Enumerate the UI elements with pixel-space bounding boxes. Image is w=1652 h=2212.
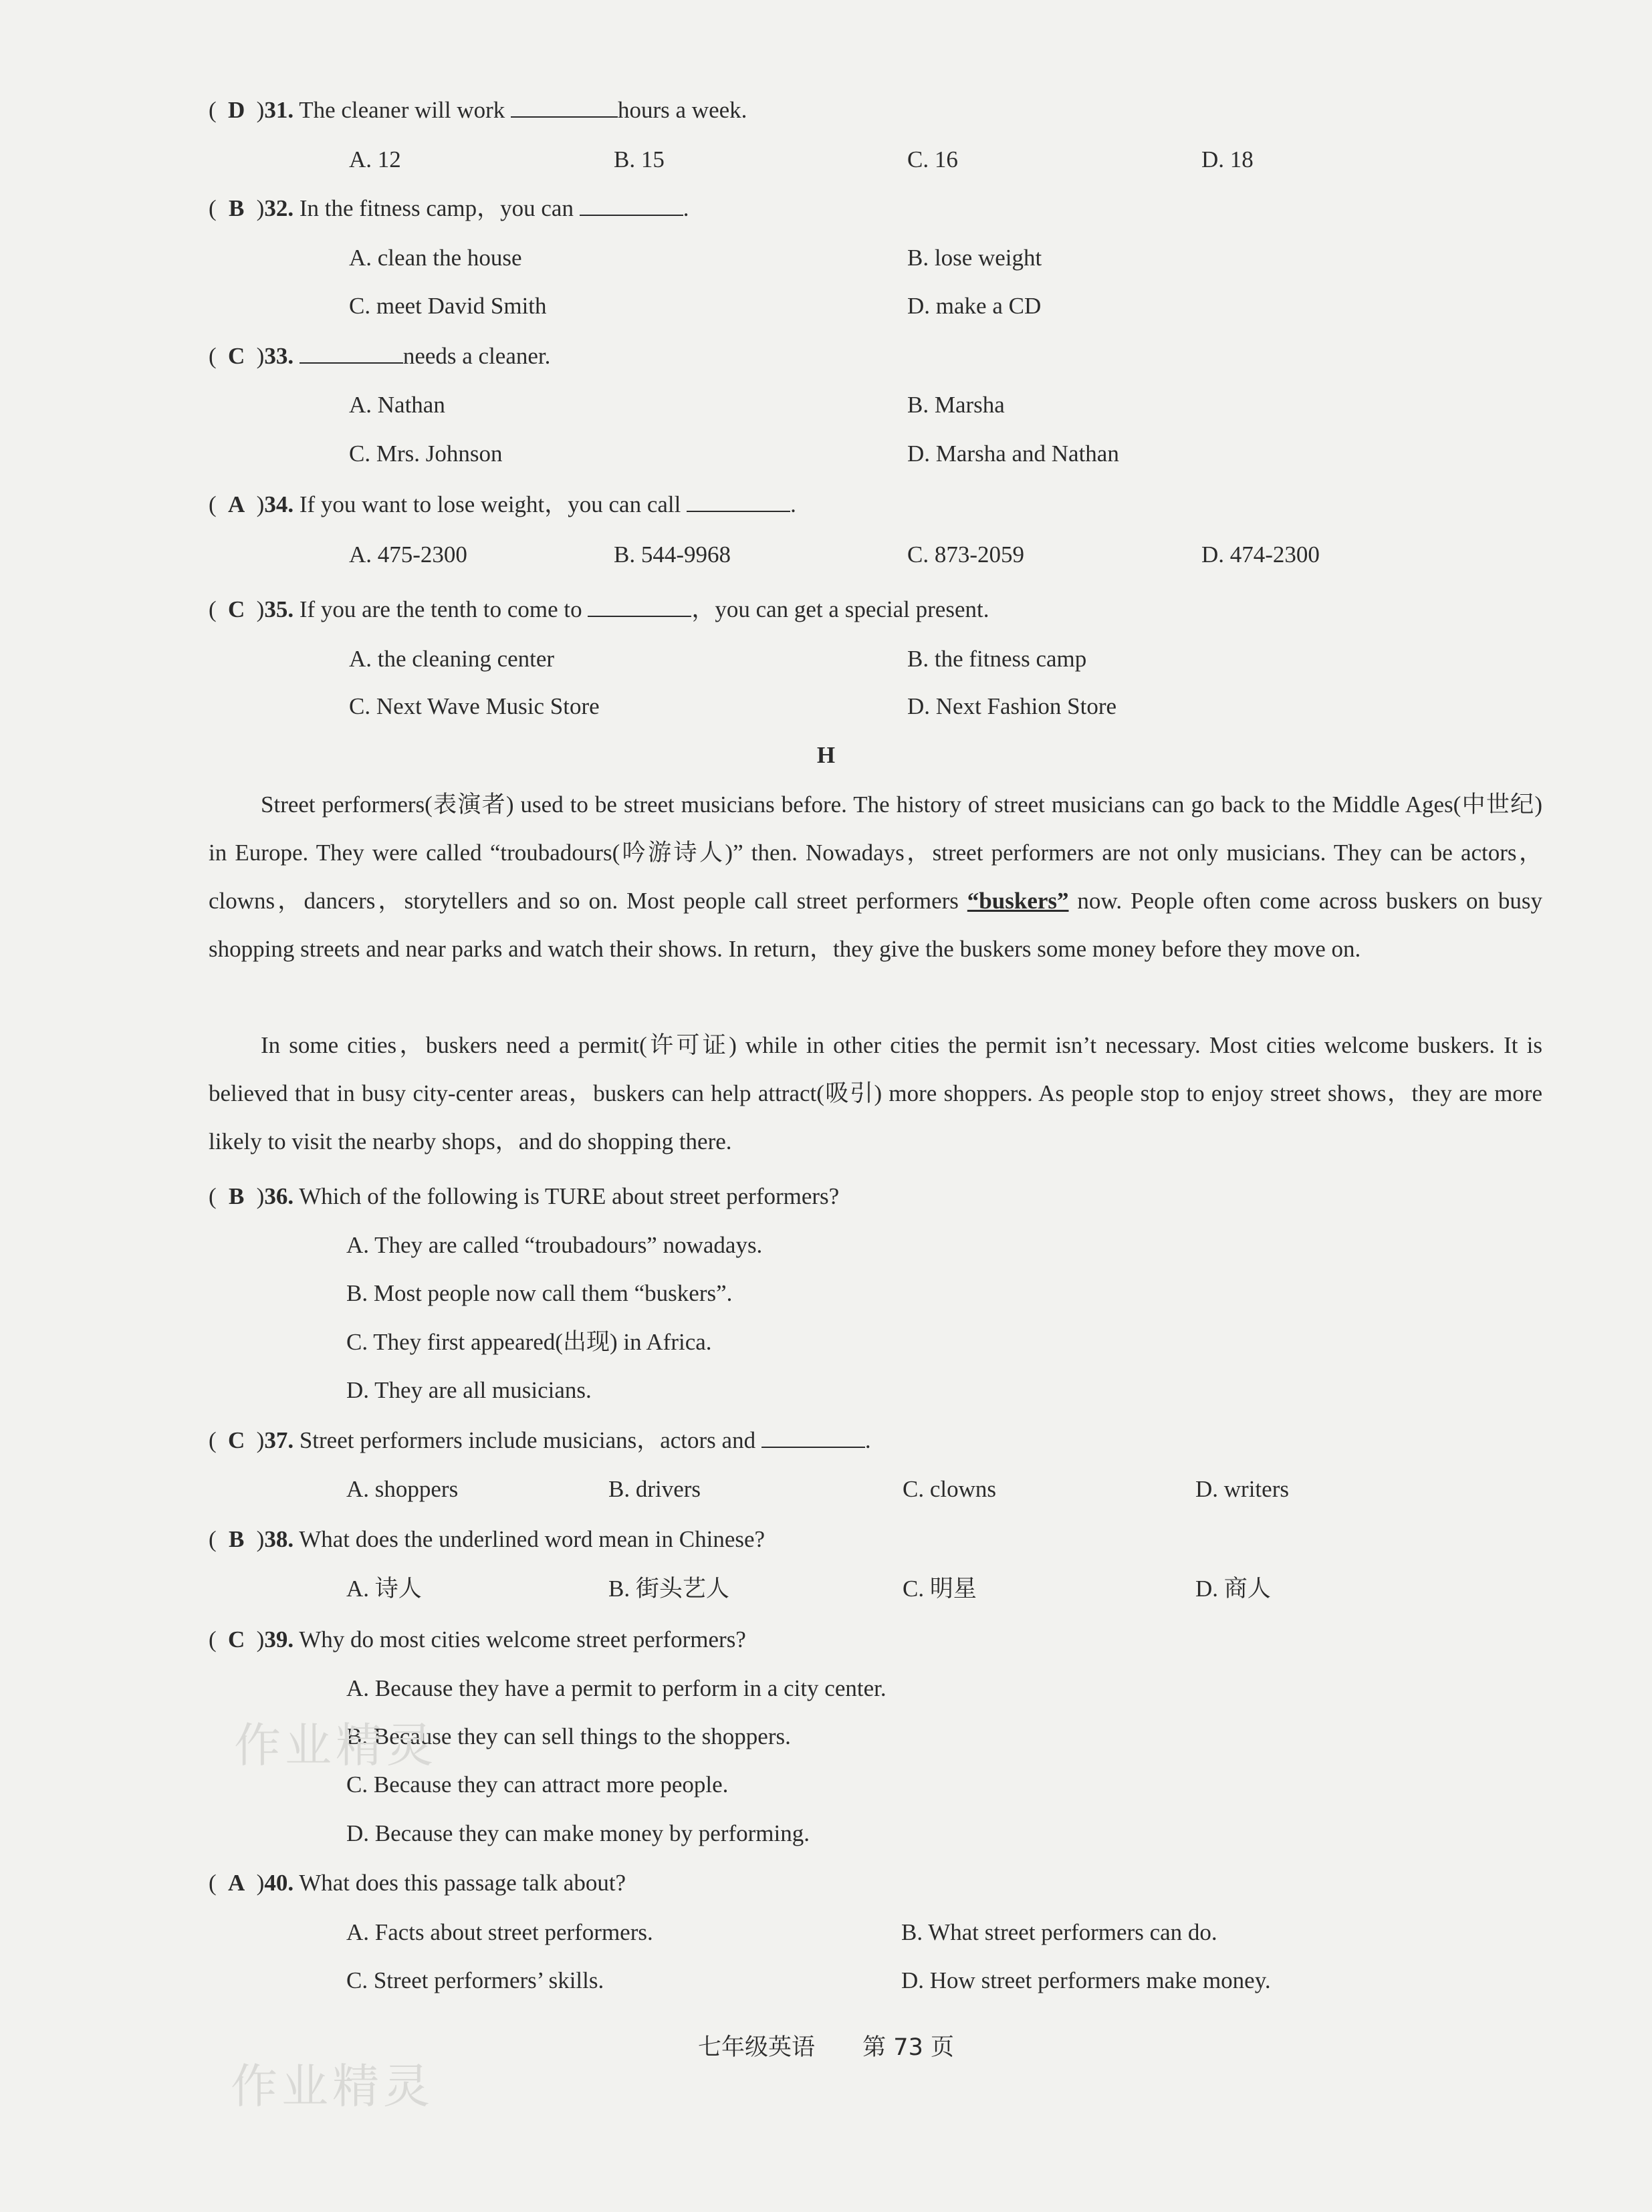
option: B. 15 bbox=[614, 146, 665, 172]
question-35: ( C )35. If you are the tenth to come to ，you can get a special present. bbox=[209, 596, 989, 622]
option: A. 475-2300 bbox=[349, 541, 467, 568]
option: D. Next Fashion Store bbox=[907, 693, 1117, 719]
question-34: ( A )34. If you want to lose weight，you can call . bbox=[209, 491, 796, 517]
answer-blank bbox=[580, 196, 683, 216]
answer-32: B bbox=[228, 195, 245, 221]
option: D. writers bbox=[1195, 1476, 1289, 1502]
passage-paragraph-2: In some cities，buskers need a permit(许可证) while in other cities the permit isn’t necessary. Most cities welcome buskers. It is believed that in busy city-center areas，buskers can help attract(吸引) more shoppers. As people stop to enjoy street shows，they are more likely to visit the nearby shops，and do shopping there. bbox=[209, 1032, 1542, 1154]
option: D. Marsha and Nathan bbox=[907, 441, 1119, 467]
underlined-word: “buskers” bbox=[967, 888, 1069, 914]
option: B. the fitness camp bbox=[907, 646, 1087, 672]
option: A. Because they have a permit to perform in a city center. bbox=[346, 1675, 887, 1701]
answer-36: B bbox=[228, 1183, 245, 1209]
answer-blank bbox=[511, 98, 618, 118]
question-36: ( B )36. Which of the following is TURE about street performers? bbox=[209, 1183, 840, 1209]
option: D. They are all musicians. bbox=[346, 1377, 592, 1403]
option: D. How street performers make money. bbox=[901, 1967, 1271, 1993]
option: D. 474-2300 bbox=[1201, 541, 1320, 568]
question-37: ( C )37. Street performers include musicians，actors and . bbox=[209, 1427, 871, 1453]
option: C. Mrs. Johnson bbox=[349, 441, 503, 467]
option: C. 873-2059 bbox=[907, 541, 1024, 568]
option: C. meet David Smith bbox=[349, 293, 547, 319]
answer-35: C bbox=[228, 596, 245, 622]
option: B. 街头艺人 bbox=[608, 1576, 729, 1602]
question-38: ( B )38. What does the underlined word mean in Chinese? bbox=[209, 1526, 765, 1552]
question-39: ( C )39. Why do most cities welcome street performers? bbox=[209, 1626, 746, 1652]
option: B. 544-9968 bbox=[614, 541, 731, 568]
option: A. clean the house bbox=[349, 245, 522, 271]
answer-40: A bbox=[228, 1870, 245, 1896]
option: C. Street performers’ skills. bbox=[346, 1967, 604, 1993]
option: B. drivers bbox=[608, 1476, 701, 1502]
option: A. shoppers bbox=[346, 1476, 459, 1502]
answer-blank bbox=[761, 1428, 865, 1448]
answer-blank bbox=[300, 344, 403, 364]
option: A. Nathan bbox=[349, 392, 445, 418]
footer-subject: 七年级英语 bbox=[698, 2034, 816, 2061]
option: A. 诗人 bbox=[346, 1576, 422, 1602]
option: C. 明星 bbox=[903, 1576, 977, 1602]
question-31: ( D )31. The cleaner will work hours a week. bbox=[209, 97, 747, 123]
section-label: H bbox=[816, 742, 836, 768]
option: C. Because they can attract more people. bbox=[346, 1771, 729, 1798]
watermark: 作业精灵 bbox=[231, 2059, 434, 2114]
answer-34: A bbox=[228, 491, 245, 517]
answer-38: B bbox=[228, 1526, 245, 1552]
option: D. 18 bbox=[1201, 146, 1254, 172]
option: D. Because they can make money by performing. bbox=[346, 1820, 810, 1846]
watermark: 作业精灵 bbox=[234, 1718, 437, 1773]
option: A. Facts about street performers. bbox=[346, 1919, 653, 1945]
question-32: ( B )32. In the fitness camp，you can . bbox=[209, 195, 689, 221]
question-40: ( A )40. What does this passage talk about? bbox=[209, 1870, 626, 1896]
option: B. lose weight bbox=[907, 245, 1042, 271]
option: C. They first appeared(出现) in Africa. bbox=[346, 1329, 712, 1355]
option: B. Because they can sell things to the shoppers. bbox=[346, 1723, 791, 1749]
option: C. clowns bbox=[903, 1476, 996, 1502]
option: B. Most people now call them “buskers”. bbox=[346, 1280, 733, 1306]
option: A. They are called “troubadours” nowadays. bbox=[346, 1232, 763, 1258]
passage-paragraph-1: Street performers(表演者) used to be street musicians before. The history of street musicians can go back to the Middle Ages(中世纪) in Europe. They were called “troubadours(吟游诗人)” then. Nowadays，street performers are not only musicians. They can be actors，clowns，dancers，storytellers and so on. Most people call street performers “buskers” now. People often come across buskers on busy shopping streets and near parks and watch their shows. In return，they give the buskers some money before they move on. bbox=[209, 791, 1542, 962]
answer-31: D bbox=[228, 97, 245, 123]
option: A. 12 bbox=[349, 146, 401, 172]
option: B. Marsha bbox=[907, 392, 1005, 418]
question-33: ( C )33. needs a cleaner. bbox=[209, 343, 551, 369]
answer-39: C bbox=[228, 1626, 245, 1652]
footer-page-number: 第 73 页 bbox=[862, 2034, 954, 2061]
answer-blank bbox=[588, 597, 691, 617]
option: D. make a CD bbox=[907, 293, 1042, 319]
answer-33: C bbox=[228, 343, 245, 369]
option: C. Next Wave Music Store bbox=[349, 693, 600, 719]
option: B. What street performers can do. bbox=[901, 1919, 1217, 1945]
option: C. 16 bbox=[907, 146, 958, 172]
option: D. 商人 bbox=[1195, 1576, 1271, 1602]
answer-blank bbox=[687, 492, 790, 512]
answer-37: C bbox=[228, 1427, 245, 1453]
option: A. the cleaning center bbox=[349, 646, 555, 672]
